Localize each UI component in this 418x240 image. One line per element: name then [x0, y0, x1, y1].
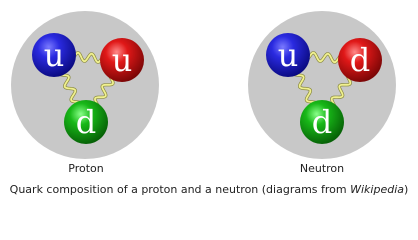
quark-letter: u — [43, 36, 65, 74]
neutron-label: Neutron — [299, 162, 345, 175]
proton-label: Proton — [68, 162, 104, 175]
caption-suffix: ) — [404, 183, 409, 196]
caption-prefix: Quark composition of a proton and a neutron (diagrams from — [9, 183, 351, 196]
proton-diagram — [11, 11, 159, 159]
neutron-quark-down-red — [338, 38, 382, 82]
quark-letter: u — [111, 41, 133, 79]
quark-letter: d — [311, 103, 333, 141]
proton-quark-up-blue — [32, 33, 76, 77]
proton-quark-up-red — [100, 38, 144, 82]
figure-caption — [0, 183, 418, 196]
quark-letter: d — [75, 103, 97, 141]
neutron-quark-down-green — [300, 100, 344, 144]
proton-quark-down-green — [64, 100, 108, 144]
neutron-quark-up-blue — [266, 33, 310, 77]
neutron-diagram — [248, 11, 396, 159]
caption-source-link[interactable]: Wikipedia — [350, 183, 405, 196]
quark-letter: u — [277, 36, 299, 74]
quark-letter: d — [349, 41, 371, 79]
